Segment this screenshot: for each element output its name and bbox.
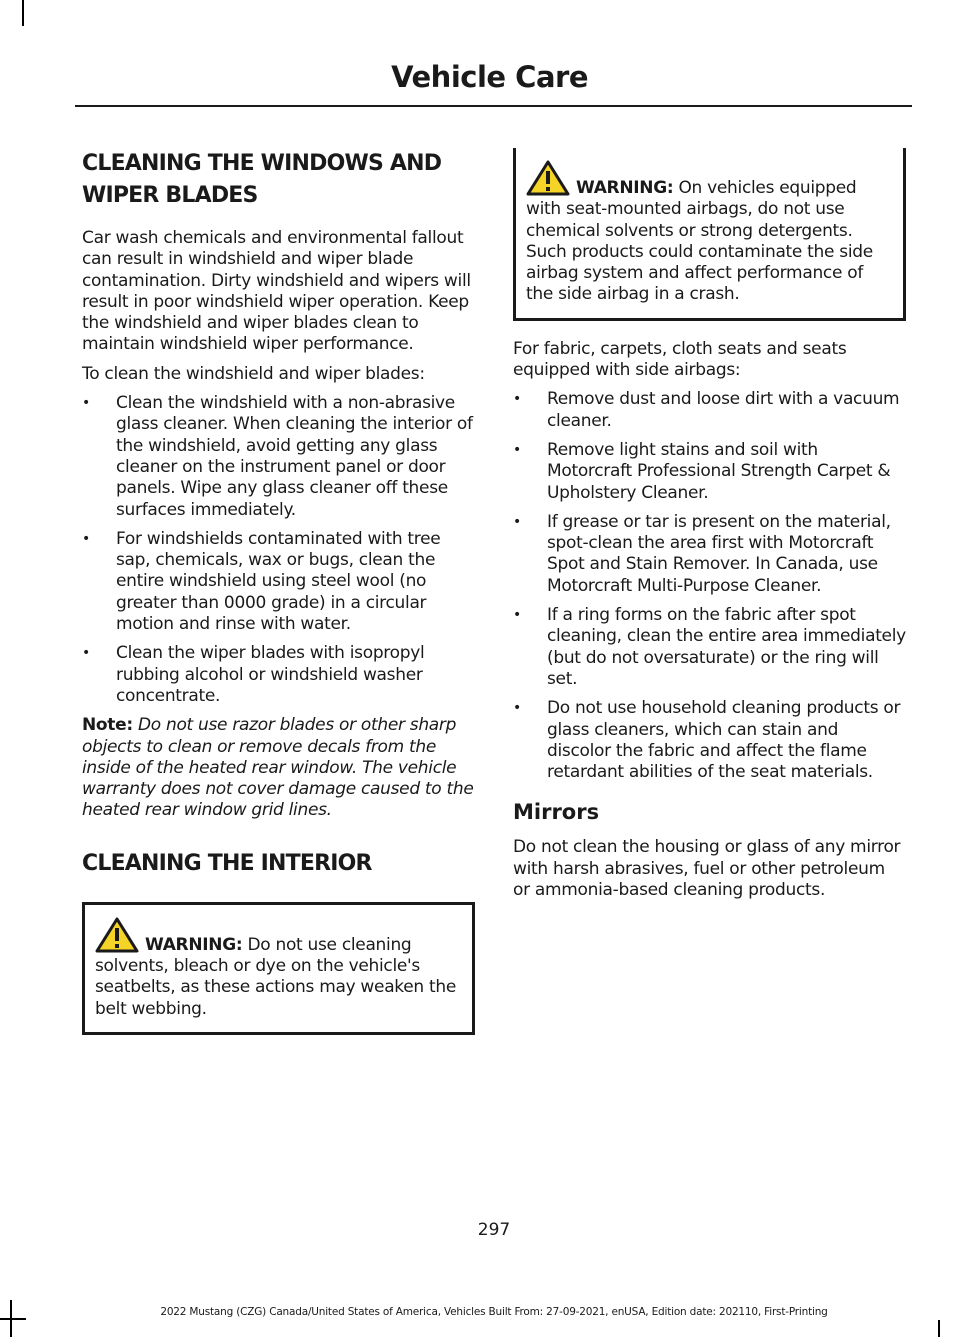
windows-note xyxy=(82,715,475,821)
fabric-bullet-list xyxy=(513,389,906,783)
windows-bullet-list xyxy=(82,393,475,707)
right-column xyxy=(513,148,906,909)
left-column xyxy=(82,148,475,1053)
fabric-intro: For fabric, carpets, cloth seats and seats equipped with side airbags: xyxy=(513,338,847,381)
note-label: Note: xyxy=(82,715,133,736)
warning-triangle-icon xyxy=(95,917,139,953)
list-item: • Remove dust and loose dirt with a vacuum cleaner. xyxy=(513,389,906,432)
page-number: 297 xyxy=(477,1220,511,1240)
warning-box-airbags xyxy=(513,148,906,321)
crop-mark-bottom-right xyxy=(938,1320,940,1337)
list-item: • If a ring forms on the fabric after spot cleaning, clean the entire area immediately (but do not oversaturate) or the ring will set. xyxy=(513,605,906,690)
note-text: Do not use razor blades or other sharp objects to clean or remove decals from the inside of the heated rear window. The vehicle warranty does not cover damage caused to the heated rear window grid lines. xyxy=(82,715,474,821)
warning-label: WARNING: xyxy=(145,934,243,955)
warning-box-seatbelts xyxy=(82,902,475,1035)
crop-mark-top-left xyxy=(22,0,24,26)
list-item: • Clean the windshield with a non-abrasive glass cleaner. When cleaning the interior of the windshield, avoid getting any glass cleaner on the instrument panel or door panels. Wipe any glass cleaner off these surfaces immediately. xyxy=(82,393,475,521)
page-header-title: Vehicle Care xyxy=(391,60,588,94)
crop-mark-bottom-left-h xyxy=(0,1318,26,1320)
mirrors-paragraph: Do not clean the housing or glass of any mirror with harsh abrasives, fuel or other petroleum or ammonia-based cleaning products. xyxy=(513,837,901,901)
section-title-interior: CLEANING THE INTERIOR xyxy=(82,850,372,876)
warning-triangle-icon xyxy=(526,160,570,196)
warning-body: On vehicles equipped with seat-mounted airbags, do not use chemical solvents or strong detergents. Such products could contaminate the side airbag system and affect performance of the side airbag in a crash. xyxy=(526,178,873,305)
list-item: • If grease or tar is present on the material, spot-clean the area first with Motorcraft Spot and Stain Remover. In Canada, use Motorcraft Multi-Purpose Cleaner. xyxy=(513,512,906,597)
windows-intro: To clean the windshield and wiper blades: xyxy=(82,363,425,384)
windows-paragraph: Car wash chemicals and environmental fallout can result in windshield and wiper blade contamination. Dirty windshield and wipers will result in poor windshield wiper operation. Keep the windshield and wiper blades clean to maintain windshield wiper performance. xyxy=(82,228,471,355)
warning-body: Do not use cleaning solvents, bleach or dye on the vehicle's seatbelts, as these actions may weaken the belt webbing. xyxy=(95,934,456,1019)
section-title-mirrors: Mirrors xyxy=(513,800,600,825)
section-title-windows: CLEANING THE WINDOWS AND WIPER BLADES xyxy=(82,151,442,208)
edition-footer: 2022 Mustang (CZG) Canada/United States of America, Vehicles Built From: 27-09-2021, enUSA, Edition date: 202110, First-Printing xyxy=(160,1306,828,1318)
warning-text-airbags xyxy=(526,160,895,306)
warning-text-seatbelts xyxy=(95,917,464,1020)
list-item: • For windshields contaminated with tree sap, chemicals, wax or bugs, clean the entire windshield using steel wool (no greater than 0000 grade) in a circular motion and rinse with water. xyxy=(82,529,475,635)
list-item: • Remove light stains and soil with Motorcraft Professional Strength Carpet & Upholstery Cleaner. xyxy=(513,440,906,504)
header-divider xyxy=(75,105,912,107)
list-item: • Do not use household cleaning products or glass cleaners, which can stain and discolor the fabric and affect the flame retardant abilities of the seat materials. xyxy=(513,698,906,783)
list-item: • Clean the wiper blades with isopropyl rubbing alcohol or windshield washer concentrate. xyxy=(82,643,475,707)
warning-label: WARNING: xyxy=(576,178,674,198)
